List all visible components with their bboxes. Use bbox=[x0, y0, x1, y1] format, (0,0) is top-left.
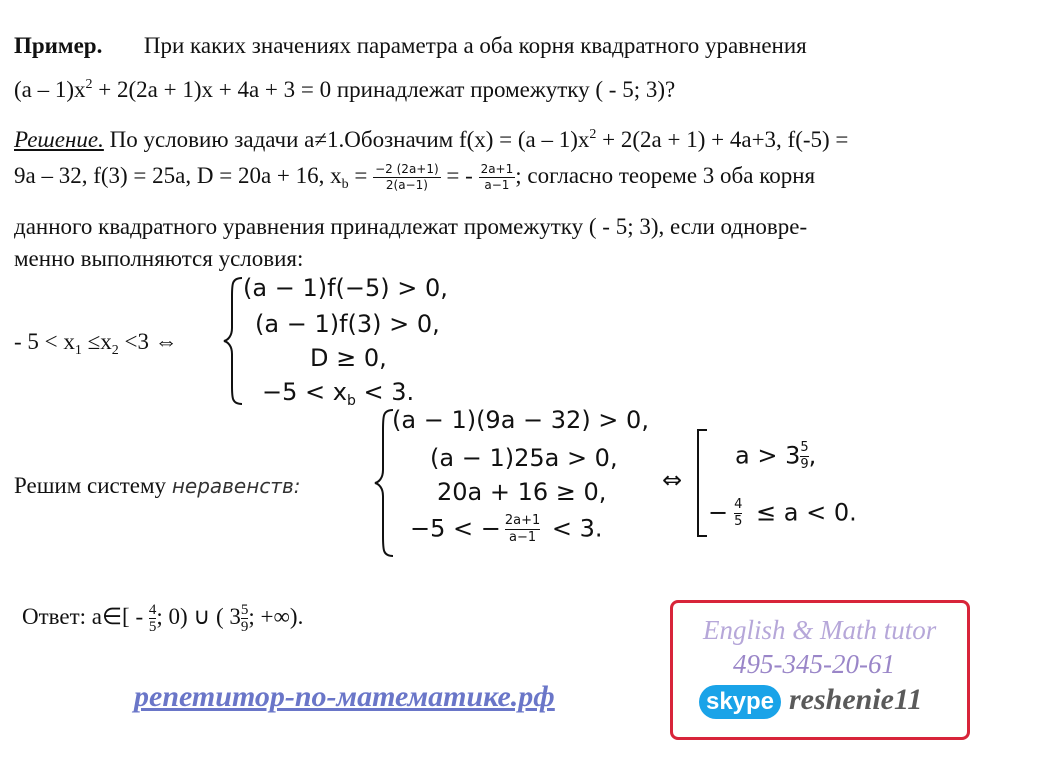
system2-line-2: (a − 1)25a > 0, bbox=[430, 444, 618, 472]
answer-frac1-den: 5 bbox=[148, 619, 157, 635]
system1-line-1: (a − 1)f(−5) > 0, bbox=[243, 274, 448, 302]
cond-part-c: <3 ⇔ bbox=[118, 329, 178, 354]
answer-frac2-den: 9 bbox=[240, 619, 249, 635]
answer-part-b: ; 0) ∪ ( 3 bbox=[156, 603, 241, 629]
answer-part-a: Ответ: a∈[ - bbox=[22, 603, 149, 629]
frac2-denominator: a−1 bbox=[484, 178, 510, 193]
result-line-2 bbox=[708, 497, 857, 530]
frac2-numerator: 2a+1 bbox=[480, 162, 514, 177]
answer-line bbox=[22, 602, 303, 635]
equation-exponent: 2 bbox=[85, 77, 93, 92]
solution-text-2mid: = - bbox=[440, 163, 479, 188]
solution-line-4: менно выполняются условия: bbox=[14, 246, 304, 271]
answer-part-c: ; +∞). bbox=[248, 603, 304, 629]
tutor-phone: 495-345-20-61 bbox=[733, 649, 895, 679]
website-link[interactable]: репетитор-по-математике.рф bbox=[134, 680, 555, 713]
result-1-text: a > 3 bbox=[735, 441, 801, 470]
system1-line-4-end: < 3. bbox=[355, 378, 415, 406]
skype-name: reshenie11 bbox=[789, 683, 923, 716]
cond-part-a: - 5 < x bbox=[14, 329, 75, 354]
result-1-frac-den: 9 bbox=[800, 457, 809, 472]
result-line-1 bbox=[735, 440, 816, 473]
system1-line-4-text: −5 < x bbox=[262, 378, 347, 406]
result-1-frac-num: 5 bbox=[800, 440, 809, 455]
tutor-contact-box bbox=[670, 600, 970, 740]
solve-system-label bbox=[14, 472, 300, 500]
solution-text-2a: 9a – 32, f(3) = 25a, D = 20a + 16, x bbox=[14, 163, 342, 188]
result-1-fraction bbox=[800, 440, 808, 473]
solution-line-2 bbox=[14, 162, 815, 193]
vertex-fraction-1 bbox=[373, 162, 441, 193]
result-1-end: , bbox=[808, 441, 817, 470]
equals-sign: = bbox=[348, 163, 374, 188]
system1-line-4 bbox=[262, 378, 415, 409]
equation-part-a: (а – 1)х bbox=[14, 77, 86, 102]
equation-line bbox=[14, 76, 675, 104]
cond-sub-2: 2 bbox=[111, 343, 119, 358]
solution-line-1 bbox=[14, 126, 848, 154]
solution-text-1b: + 2(2a + 1) + 4a+3, f(-5) = bbox=[596, 127, 849, 152]
skype-icon: skype bbox=[699, 685, 781, 719]
solve-label-word: неравенств: bbox=[171, 474, 301, 498]
condition-statement bbox=[14, 328, 178, 356]
solve-label-text: Решим систему bbox=[14, 473, 167, 498]
result-2-frac-den: 5 bbox=[734, 514, 743, 529]
system1-xb-sub: b bbox=[346, 393, 356, 409]
solution-label: Решение. bbox=[14, 127, 104, 152]
tutor-title: English & Math tutor bbox=[703, 615, 937, 645]
system2-frac-den: a−1 bbox=[508, 530, 537, 545]
solution-exponent: 2 bbox=[589, 127, 597, 142]
result-2-minus: − bbox=[708, 498, 729, 527]
solution-text-1a: По условию задачи а≠1.Обозначим f(x) = (a – 1)x bbox=[103, 127, 590, 152]
result-bracket bbox=[695, 428, 709, 538]
system1-line-2: (a − 1)f(3) > 0, bbox=[255, 310, 440, 338]
system2-fraction bbox=[505, 513, 540, 546]
system2-frac-num: 2a+1 bbox=[504, 513, 541, 528]
example-question: При каких значениях параметра а оба корня квадратного уравнения bbox=[143, 33, 807, 58]
result-2-end: ≤ a < 0. bbox=[748, 498, 857, 527]
result-2-frac-num: 4 bbox=[734, 497, 743, 512]
system2-line-1: (a − 1)(9a − 32) > 0, bbox=[392, 406, 649, 434]
system1-brace bbox=[222, 276, 244, 406]
frac1-numerator: −2 (2a+1) bbox=[375, 162, 439, 177]
system1-line-3: D ≥ 0, bbox=[310, 344, 387, 372]
solution-text-2b: ; согласно теореме 3 оба корня bbox=[515, 163, 816, 188]
answer-frac2-num: 5 bbox=[240, 602, 249, 618]
example-line-1 bbox=[14, 32, 807, 60]
system2-line-3: 20a + 16 ≥ 0, bbox=[437, 478, 607, 506]
solution-line-3: данного квадратного уравнения принадлежат промежутку ( - 5; 3), если одновре- bbox=[14, 214, 808, 239]
cond-sub-1: 1 bbox=[74, 343, 82, 358]
vertex-fraction-2 bbox=[479, 162, 516, 193]
equivalence-arrow: ⇔ bbox=[662, 466, 683, 494]
result-2-fraction bbox=[734, 497, 742, 530]
system2-line-4-end: < 3. bbox=[544, 514, 603, 543]
equation-part-b: + 2(2а + 1)х + 4а + 3 = 0 принадлежат промежутку ( - 5; 3)? bbox=[92, 77, 676, 102]
system2-line-4-text: −5 < − bbox=[410, 514, 501, 543]
example-label: Пример. bbox=[14, 33, 103, 58]
cond-part-b: ≤x bbox=[81, 329, 112, 354]
frac1-denominator: 2(a−1) bbox=[385, 178, 428, 193]
system2-line-4 bbox=[410, 513, 603, 546]
answer-frac1-num: 4 bbox=[148, 602, 157, 618]
xb-subscript: b bbox=[341, 177, 349, 192]
